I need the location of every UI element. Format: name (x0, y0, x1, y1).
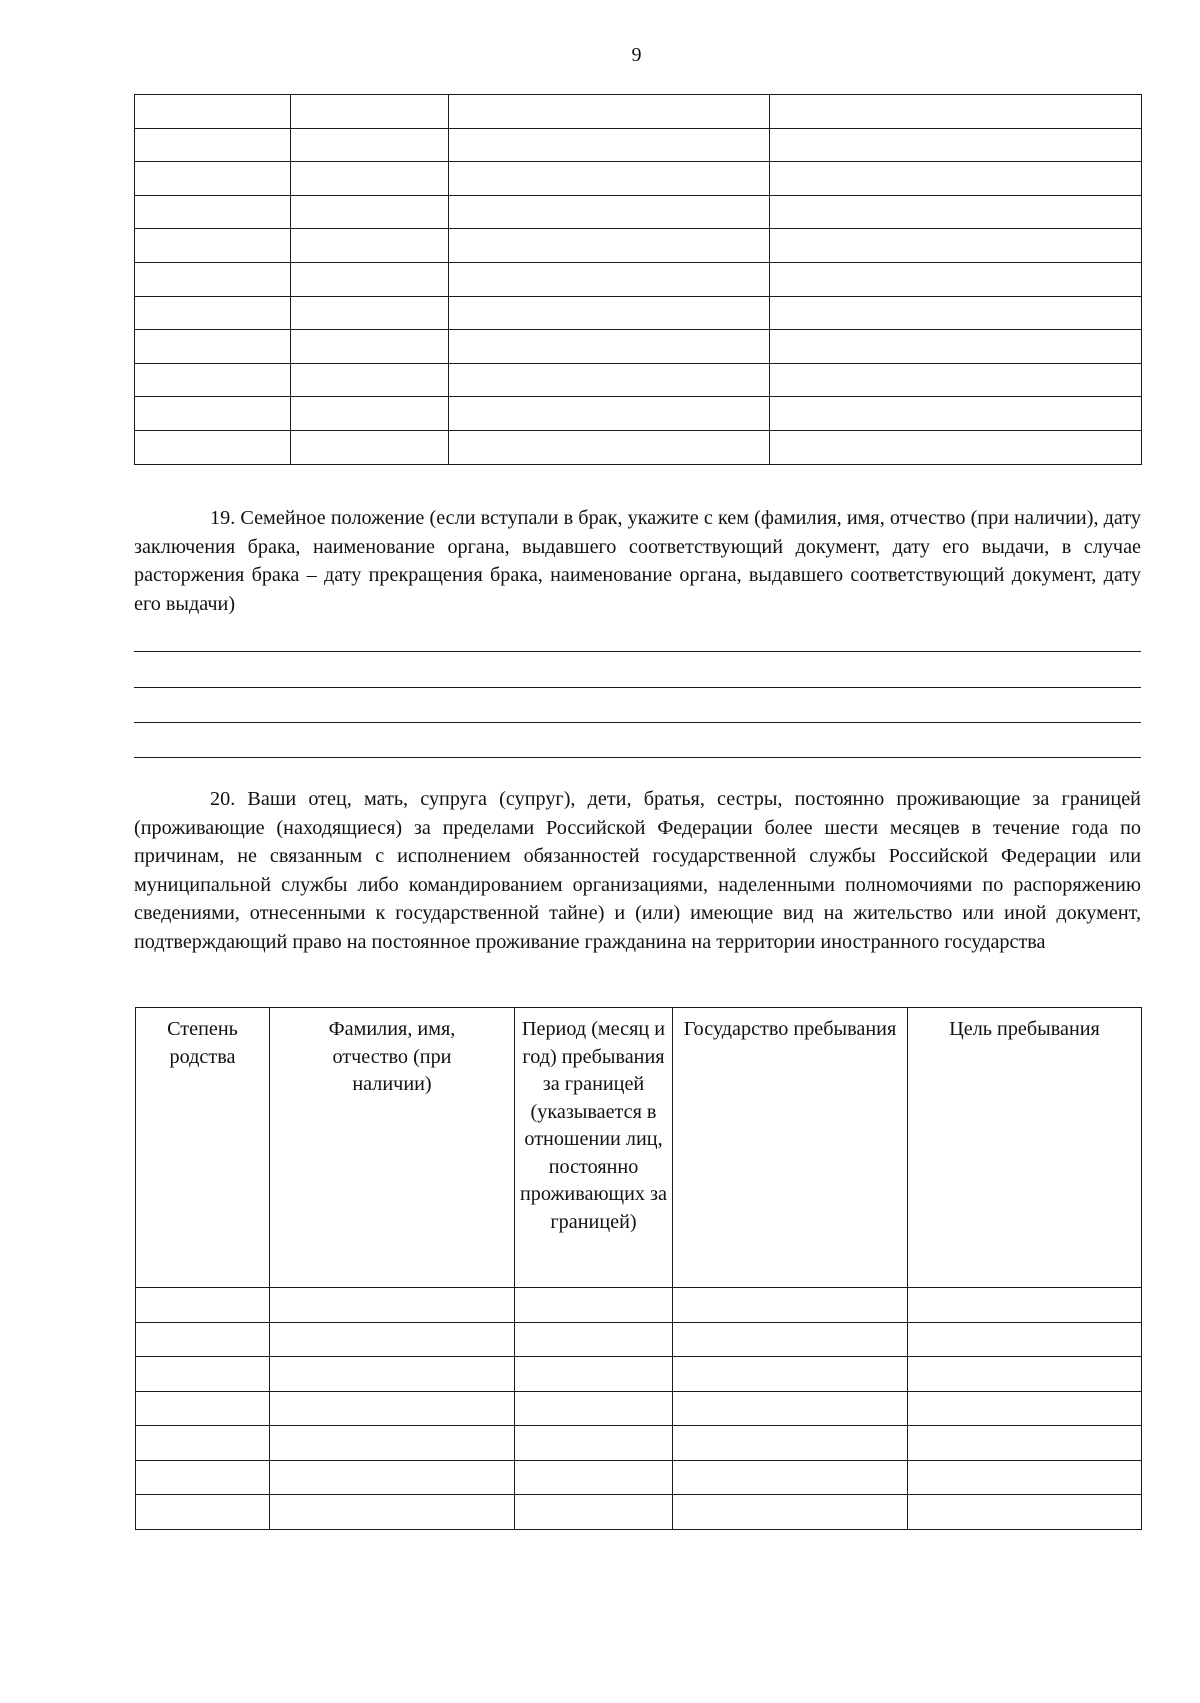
table-cell[interactable] (673, 1391, 908, 1426)
table-cell[interactable] (770, 162, 1142, 196)
column-header-country: Государство пребывания (673, 1008, 908, 1288)
table-cell[interactable] (449, 430, 770, 464)
table-cell[interactable] (908, 1495, 1142, 1530)
continuation-table-body (135, 95, 1142, 465)
table-row (136, 1495, 1142, 1530)
table-cell[interactable] (135, 296, 291, 330)
table-cell[interactable] (770, 296, 1142, 330)
column-header-purpose: Цель пребывания (908, 1008, 1142, 1288)
table-cell[interactable] (770, 95, 1142, 129)
table-cell[interactable] (136, 1322, 270, 1357)
answer-line-19[interactable] (134, 757, 1141, 758)
table-cell[interactable] (291, 262, 449, 296)
table-cell[interactable] (449, 296, 770, 330)
table-cell[interactable] (515, 1495, 673, 1530)
table-row (136, 1322, 1142, 1357)
table-cell[interactable] (770, 262, 1142, 296)
table-cell[interactable] (908, 1357, 1142, 1392)
table-cell[interactable] (770, 229, 1142, 263)
table-cell[interactable] (770, 397, 1142, 431)
table-row (135, 229, 1142, 263)
table-cell[interactable] (135, 229, 291, 263)
section-19-text (134, 504, 1141, 618)
answer-line-19[interactable] (134, 651, 1141, 652)
continuation-table (134, 94, 1142, 465)
table-cell[interactable] (136, 1460, 270, 1495)
table-cell[interactable] (515, 1357, 673, 1392)
table-cell[interactable] (908, 1426, 1142, 1461)
table-cell[interactable] (673, 1322, 908, 1357)
table-cell[interactable] (135, 430, 291, 464)
table-cell[interactable] (136, 1426, 270, 1461)
table-cell[interactable] (515, 1391, 673, 1426)
table-cell[interactable] (449, 330, 770, 364)
table-cell[interactable] (270, 1391, 515, 1426)
table-cell[interactable] (291, 397, 449, 431)
table-cell[interactable] (908, 1288, 1142, 1323)
table-cell[interactable] (515, 1460, 673, 1495)
table-cell[interactable] (291, 330, 449, 364)
table-cell[interactable] (136, 1357, 270, 1392)
table-cell[interactable] (770, 430, 1142, 464)
table-cell[interactable] (449, 195, 770, 229)
table-cell[interactable] (291, 162, 449, 196)
table-row (136, 1391, 1142, 1426)
table-cell[interactable] (270, 1357, 515, 1392)
table-header-row (136, 1008, 1142, 1288)
table-cell[interactable] (291, 95, 449, 129)
table-cell[interactable] (291, 195, 449, 229)
table-row (136, 1426, 1142, 1461)
table-cell[interactable] (673, 1288, 908, 1323)
table-cell[interactable] (673, 1460, 908, 1495)
table-cell[interactable] (449, 229, 770, 263)
table-cell[interactable] (449, 397, 770, 431)
table-cell[interactable] (908, 1460, 1142, 1495)
answer-line-19[interactable] (134, 722, 1141, 723)
table-cell[interactable] (449, 128, 770, 162)
table-cell[interactable] (770, 363, 1142, 397)
column-header-period-abroad: Период (месяц и год) пребывания за границей (указывается в отношении лиц, постоянно проживающих за границей) (515, 1008, 673, 1288)
table-cell[interactable] (291, 363, 449, 397)
table-cell[interactable] (291, 128, 449, 162)
table-row (135, 397, 1142, 431)
table-cell[interactable] (770, 195, 1142, 229)
table-cell[interactable] (270, 1495, 515, 1530)
table-cell[interactable] (908, 1322, 1142, 1357)
table-row (135, 128, 1142, 162)
table-cell[interactable] (135, 330, 291, 364)
answer-line-19[interactable] (134, 687, 1141, 688)
table-row (135, 262, 1142, 296)
table-cell[interactable] (449, 95, 770, 129)
table-cell[interactable] (515, 1322, 673, 1357)
table-cell[interactable] (136, 1288, 270, 1323)
table-cell[interactable] (449, 162, 770, 196)
table-row (135, 195, 1142, 229)
table-cell[interactable] (291, 296, 449, 330)
table-cell[interactable] (270, 1460, 515, 1495)
table-cell[interactable] (135, 262, 291, 296)
table-cell[interactable] (135, 128, 291, 162)
table-cell[interactable] (135, 363, 291, 397)
table-cell[interactable] (135, 397, 291, 431)
table-row (135, 430, 1142, 464)
table-row (135, 95, 1142, 129)
table-cell[interactable] (770, 128, 1142, 162)
table-cell[interactable] (270, 1288, 515, 1323)
section-19-label: 19. Семейное положение (если вступали в брак, укажите с кем (фамилия, имя, отчество (при наличии), дату заключения брака, наименование органа, выдавшего соответствующий документ, дату его выдачи, в случае расторжения брака – дату прекращения брака, наименование органа, выдавшего соответствующий документ, дату его выдачи) (134, 507, 1141, 615)
table-cell[interactable] (136, 1495, 270, 1530)
relatives-abroad-table-body (136, 1288, 1142, 1530)
table-row (136, 1288, 1142, 1323)
table-cell[interactable] (135, 162, 291, 196)
section-20-text (134, 785, 1141, 956)
relatives-abroad-table (135, 1007, 1142, 1530)
table-cell[interactable] (673, 1495, 908, 1530)
table-cell[interactable] (270, 1426, 515, 1461)
table-cell[interactable] (136, 1391, 270, 1426)
table-cell[interactable] (770, 330, 1142, 364)
table-cell[interactable] (515, 1426, 673, 1461)
table-cell[interactable] (673, 1357, 908, 1392)
table-cell[interactable] (449, 363, 770, 397)
table-cell[interactable] (135, 195, 291, 229)
section-20-label: 20. Ваши отец, мать, супруга (супруг), дети, братья, сестры, постоянно проживающие за границей (проживающие (находящиеся) за пределами Российской Федерации более шести месяцев в течение года по причинам, не связанным с исполнением обязанностей государственной службы Российской Федерации или муниципальной службы либо командированием организациями, наделенными полномочиями по распоряжению сведениями, отнесенными к государственной тайне) и (или) имеющие вид на жительство или иной документ, подтверждающий право на постоянное проживание гражданина на территории иностранного государства (134, 788, 1141, 953)
table-row (135, 330, 1142, 364)
column-header-kinship: Степень родства (136, 1008, 270, 1288)
column-header-full-name: Фамилия, имя, отчество (при наличии) (270, 1008, 515, 1288)
table-row (135, 296, 1142, 330)
page-number: 9 (631, 44, 642, 66)
table-cell[interactable] (673, 1426, 908, 1461)
table-cell[interactable] (291, 430, 449, 464)
table-row (136, 1460, 1142, 1495)
table-cell[interactable] (135, 95, 291, 129)
table-cell[interactable] (908, 1391, 1142, 1426)
table-row (136, 1357, 1142, 1392)
table-row (135, 363, 1142, 397)
table-cell[interactable] (449, 262, 770, 296)
table-cell[interactable] (515, 1288, 673, 1323)
table-cell[interactable] (270, 1322, 515, 1357)
table-row (135, 162, 1142, 196)
table-cell[interactable] (291, 229, 449, 263)
